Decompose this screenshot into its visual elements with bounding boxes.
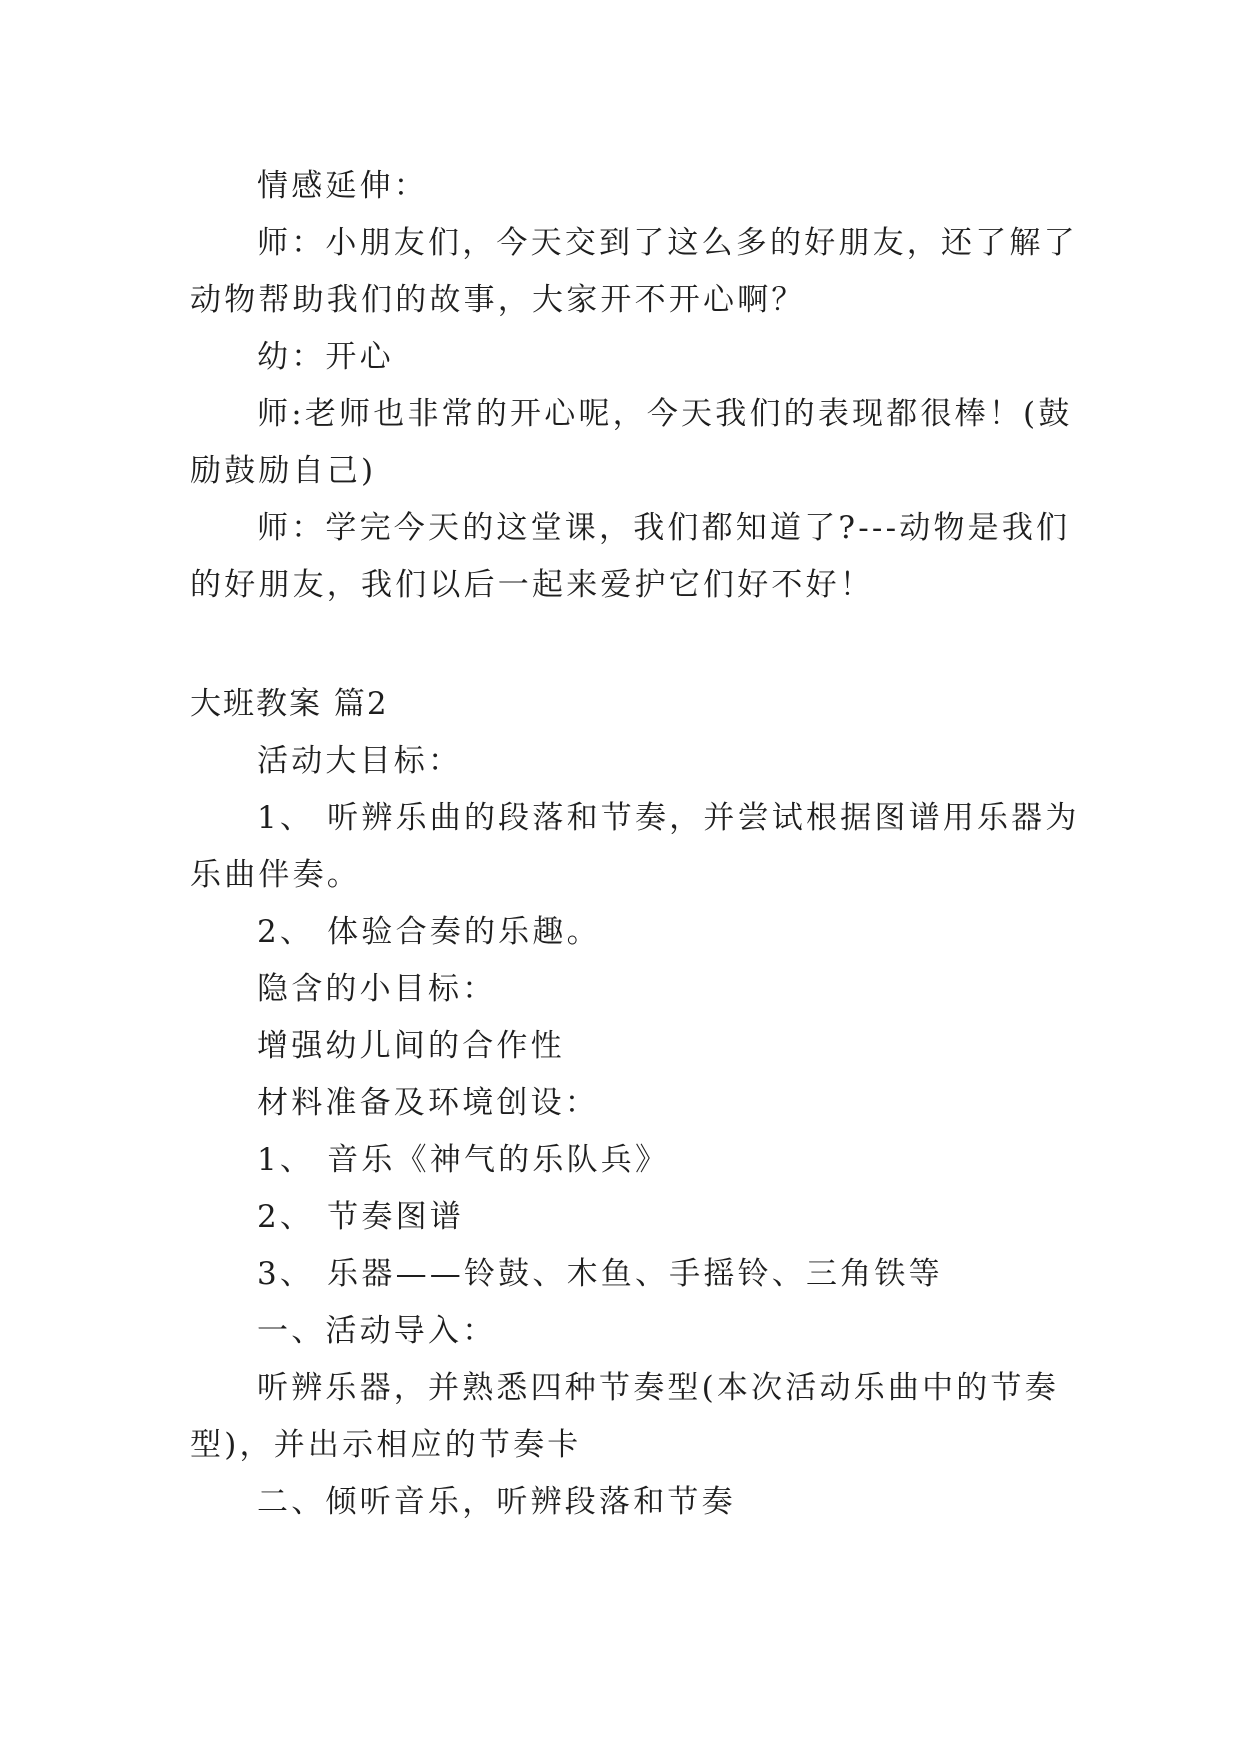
paragraph-line: 活动大目标： [257, 743, 463, 779]
paragraph-line: 的好朋友，我们以后一起来爱护它们好不好！ [190, 567, 874, 603]
paragraph-line: 增强幼儿间的合作性 [257, 1028, 565, 1064]
paragraph-line: 师：学完今天的这堂课，我们都知道了?---动物是我们 [257, 510, 1071, 546]
list-item: 1、 音乐《神气的乐队兵》 [257, 1142, 670, 1178]
paragraph-line: 型)，并出示相应的节奏卡 [190, 1427, 582, 1463]
paragraph-line: 材料准备及环境创设： [257, 1085, 599, 1121]
paragraph-line: 励鼓励自己) [190, 453, 377, 489]
paragraph-line: 幼：开心 [257, 339, 394, 375]
paragraph-line: 师：小朋友们，今天交到了这么多的好朋友，还了解了 [257, 225, 1078, 261]
paragraph-line: 听辨乐器，并熟悉四种节奏型(本次活动乐曲中的节奏 [257, 1370, 1059, 1406]
paragraph-line: 二、倾听音乐，听辨段落和节奏 [257, 1484, 736, 1520]
paragraph-line: 乐曲伴奏。 [190, 857, 361, 893]
section-label-emotion-extension: 情感延伸： [257, 168, 428, 204]
paragraph-line: 隐含的小目标： [257, 971, 497, 1007]
list-item: 3、 乐器——铃鼓、木鱼、手摇铃、三角铁等 [257, 1256, 943, 1292]
paragraph-line: 师:老师也非常的开心呢，今天我们的表现都很棒！(鼓 [257, 396, 1073, 432]
list-item: 2、 体验合奏的乐趣。 [257, 914, 601, 950]
paragraph-line: 动物帮助我们的故事，大家开不开心啊？ [190, 282, 806, 318]
list-item: 1、 听辨乐曲的段落和节奏，并尝试根据图谱用乐器为 [257, 800, 1080, 836]
section-heading: 大班教案 篇2 [190, 686, 389, 722]
list-item: 2、 节奏图谱 [257, 1199, 464, 1235]
paragraph-line: 一、活动导入： [257, 1313, 497, 1349]
